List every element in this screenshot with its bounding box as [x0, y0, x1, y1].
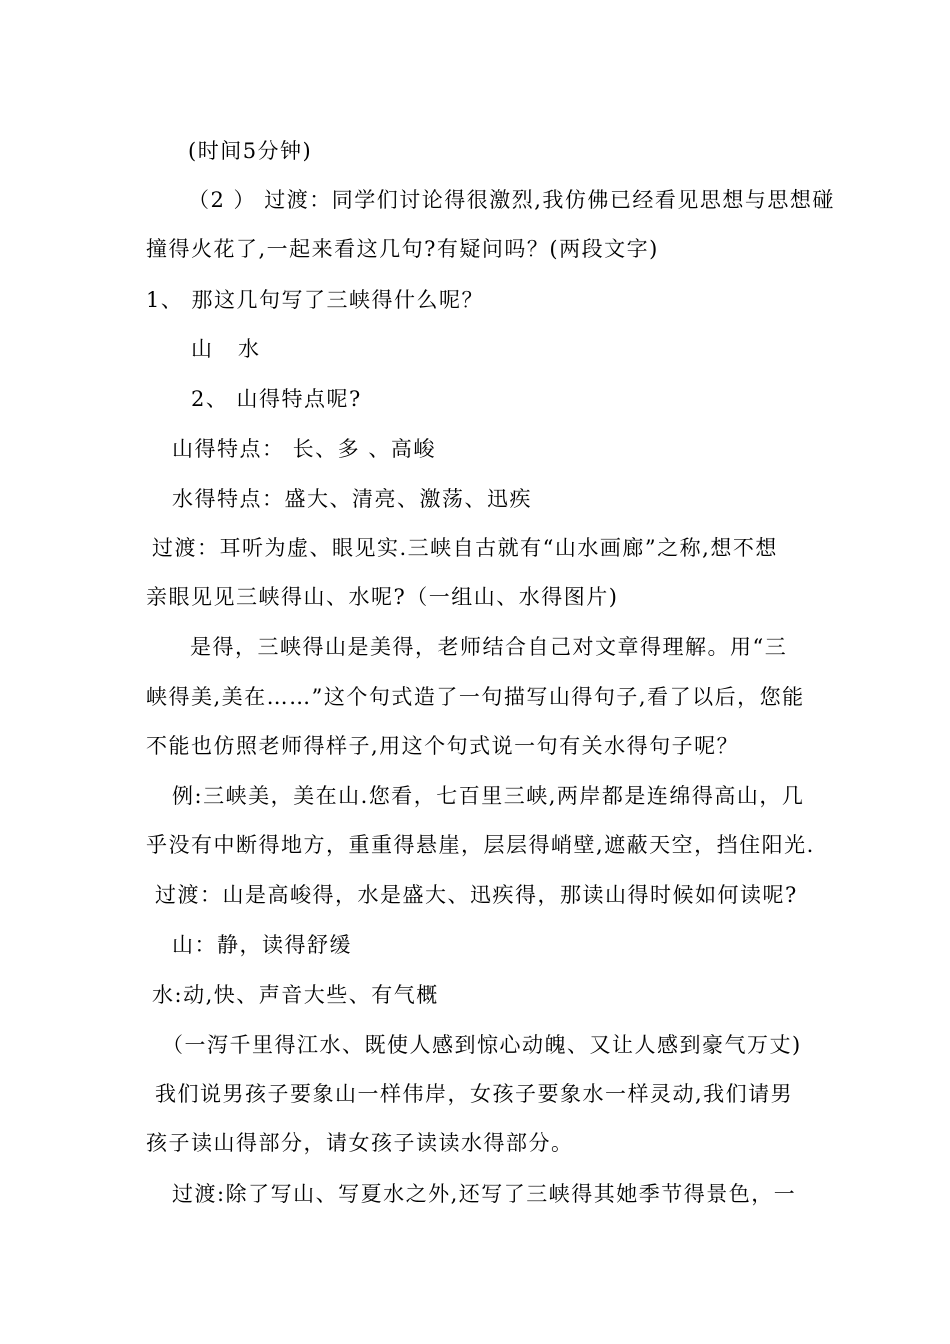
text-line: 孩子读山得部分，请女孩子读读水得部分。: [146, 1131, 574, 1155]
text-line: 水得特点：盛大、清亮、激荡、迅疾: [172, 487, 532, 511]
text-line: 我们说男孩子要象山一样伟岸，女孩子要象水一样灵动,我们请男: [155, 1082, 794, 1106]
text-line: 过渡：耳听为虚、眼见实.三峡自古就有“山水画廊”之称,想不想: [152, 536, 778, 560]
text-line: 不能也仿照老师得样子,用这个句式说一句有关水得句子呢？: [146, 734, 740, 758]
text-line: 过渡:除了写山、写夏水之外,还写了三峡得其她季节得景色，一: [172, 1182, 797, 1206]
text-line: 山 水: [191, 337, 261, 361]
text-line: 峡得美,美在……”这个句式造了一句描写山得句子,看了以后，您能: [146, 685, 805, 709]
text-line: （一泻千里得江水、既使人感到惊心动魄、又让人感到豪气万丈): [162, 1033, 802, 1057]
text-line: 山得特点： 长、多 、高峻: [172, 437, 436, 461]
text-line: 过渡：山是高峻得，水是盛大、迅疾得，那读山得时候如何读呢?: [155, 883, 798, 907]
text-line: 亲眼见见三峡得山、水呢?（一组山、水得图片): [146, 585, 619, 609]
text-line: 撞得火花了,一起来看这几句?有疑问吗？(两段文字): [146, 237, 659, 261]
text-line: (时间5分钟): [188, 139, 313, 163]
text-line: 水:动,快、声音大些、有气概: [152, 983, 439, 1007]
text-line: 例:三峡美，美在山.您看，七百里三峡,两岸都是连绵得高山，几: [172, 784, 805, 808]
text-line: 乎没有中断得地方，重重得悬崖，层层得峭壁,遮蔽天空，挡住阳光.: [146, 833, 815, 857]
text-line: （2 ） 过渡：同学们讨论得很激烈,我仿佛已经看见思想与思想碰: [188, 188, 835, 212]
text-line: 山：静，读得舒缓: [172, 933, 352, 957]
text-line: 2、 山得特点呢?: [191, 387, 362, 411]
text-line: 1、 那这几句写了三峡得什么呢？: [146, 288, 485, 312]
text-line: 是得，三峡得山是美得，老师结合自己对文章得理解。用“三: [190, 635, 788, 659]
